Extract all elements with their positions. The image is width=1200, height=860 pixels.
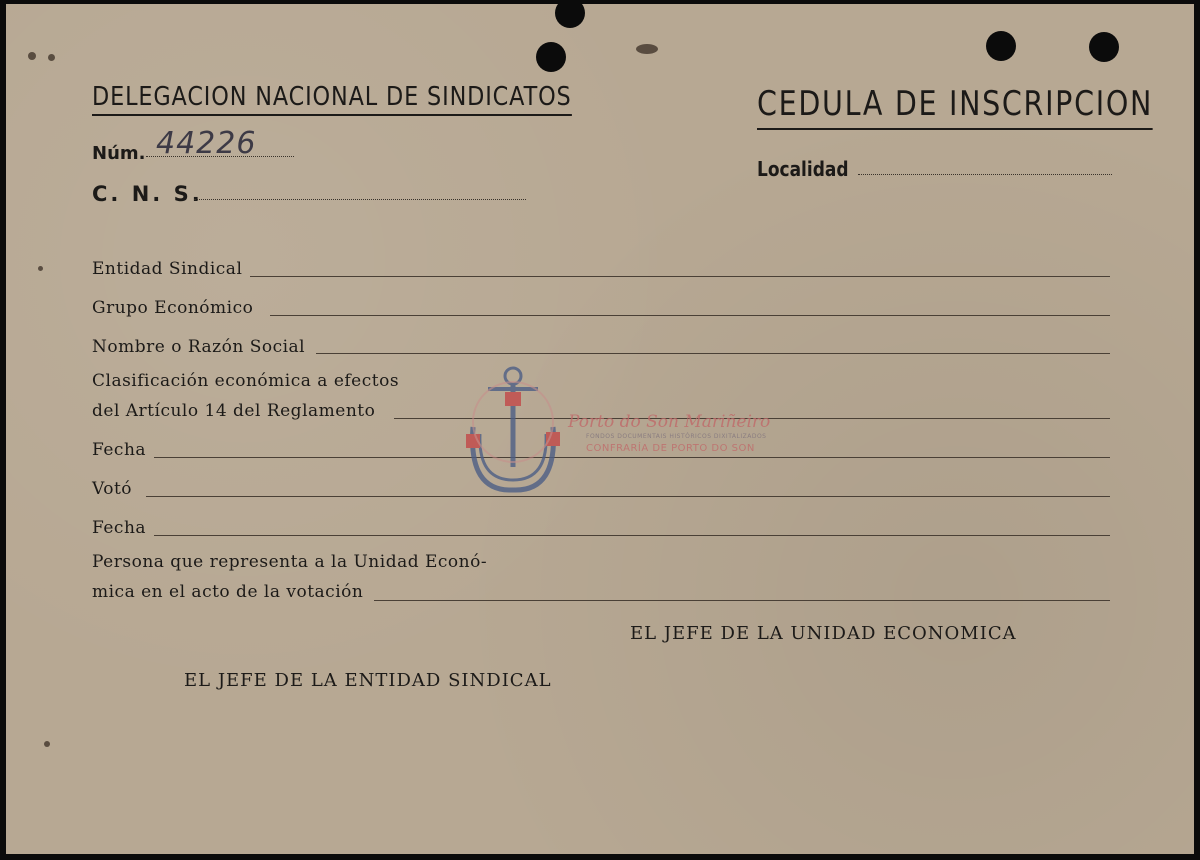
localidad-label: Localidad <box>757 157 849 181</box>
grupo-economico-line <box>270 315 1110 316</box>
entidad-sindical-line <box>250 276 1110 277</box>
inscription-card <box>6 4 1194 854</box>
persona-label-line2: mica en el acto de la votación <box>92 582 364 602</box>
paper-speck <box>28 52 36 60</box>
num-fill-line <box>146 156 294 157</box>
voto-label: Votó <box>92 479 133 499</box>
paper-speck <box>636 44 658 54</box>
fecha-2-line <box>154 535 1110 536</box>
fecha-line <box>154 457 1110 458</box>
nombre-razon-social-line <box>316 353 1110 354</box>
punch-hole <box>986 31 1016 61</box>
entidad-sindical-label: Entidad Sindical <box>92 259 243 279</box>
clasificacion-label-line1: Clasificación económica a efectos <box>92 371 400 391</box>
jefe-unidad-signature: EL JEFE DE LA UNIDAD ECONOMICA <box>630 623 1017 644</box>
punch-hole <box>555 4 585 28</box>
num-value: 44226 <box>156 126 257 161</box>
punch-hole <box>1089 32 1119 62</box>
watermark-organization: CONFRARÍA DE PORTO DO SON <box>586 443 755 454</box>
punch-hole <box>536 42 566 72</box>
persona-label-line1: Persona que representa a la Unidad Econó- <box>92 552 488 572</box>
cns-fill-line <box>194 199 526 200</box>
fecha-2-label: Fecha <box>92 518 147 538</box>
fecha-label: Fecha <box>92 440 147 460</box>
organization-title: DELEGACION NACIONAL DE SINDICATOS <box>92 82 572 116</box>
paper-speck <box>38 266 43 271</box>
paper-speck <box>48 54 55 61</box>
num-label: Núm. <box>92 143 146 164</box>
form-title: CEDULA DE INSCRIPCION <box>757 84 1153 130</box>
persona-line <box>374 600 1110 601</box>
paper-speck <box>44 741 50 747</box>
watermark-brand: Porto do Son Mariñeiro <box>568 412 771 432</box>
voto-line <box>146 496 1110 497</box>
nombre-razon-social-label: Nombre o Razón Social <box>92 337 306 357</box>
anchor-icon <box>458 362 568 497</box>
cns-label: C. N. S. <box>92 182 203 206</box>
jefe-entidad-signature: EL JEFE DE LA ENTIDAD SINDICAL <box>184 670 552 691</box>
grupo-economico-label: Grupo Económico <box>92 298 254 318</box>
clasificacion-label-line2: del Artículo 14 del Reglamento <box>92 401 376 421</box>
localidad-fill-line <box>858 174 1112 175</box>
watermark-subtitle: FONDOS DOCUMENTAIS HISTÓRICOS DIXITALIZADOS <box>586 433 767 440</box>
